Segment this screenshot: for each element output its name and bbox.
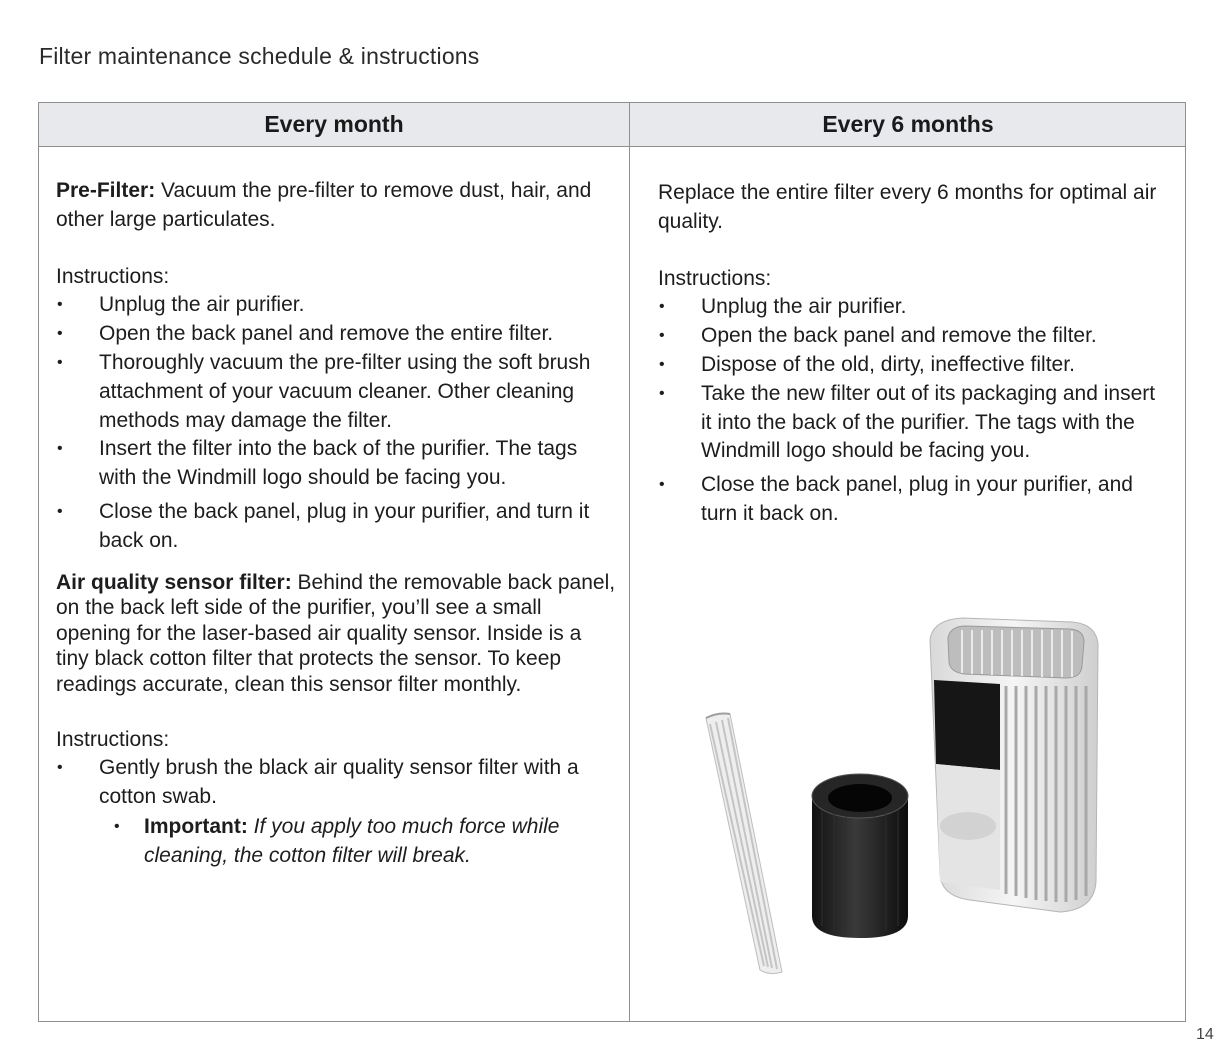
list-item xyxy=(56,754,616,870)
prefilter-paragraph xyxy=(56,177,616,235)
sensor-sub-list xyxy=(99,813,616,871)
six-months-steps-list xyxy=(658,293,1168,528)
list-item: • Thoroughly vacuum the pre-filter using the soft brush attachment of your vacuum cleaner. Other cleaning methods may damage the filter. xyxy=(56,349,616,435)
list-item: • Open the back panel and remove the entire filter. xyxy=(56,320,616,349)
page-number: 14 xyxy=(1196,1026,1214,1043)
page-title: Filter maintenance schedule & instructions xyxy=(39,43,480,69)
air-purifier-illustration xyxy=(700,600,1120,980)
purifier-body-icon xyxy=(930,618,1098,912)
six-months-instructions-label: Instructions: xyxy=(658,266,772,290)
column-header-six-months: Every 6 months xyxy=(822,111,994,137)
sensor-instructions-label: Instructions: xyxy=(56,727,170,751)
list-item: • Insert the filter into the back of the purifier. The tags with the Windmill logo should be facing you. xyxy=(56,435,616,493)
six-months-column xyxy=(658,179,1168,529)
list-item: • Unplug the air purifier. xyxy=(56,291,616,320)
prefilter-text: Vacuum the pre-filter to remove dust, hair, and other large particulates. xyxy=(56,179,592,231)
cylinder-filter-icon xyxy=(812,774,908,938)
list-item: • Dispose of the old, dirty, ineffective filter. xyxy=(658,351,1168,380)
monthly-steps-list xyxy=(56,291,616,555)
sensor-filter-paragraph xyxy=(56,570,616,698)
list-item: • Open the back panel and remove the filter. xyxy=(658,322,1168,351)
list-item: • Close the back panel, plug in your purifier, and turn it back on. xyxy=(658,471,1168,529)
back-panel-icon xyxy=(706,714,782,974)
important-text: If you apply too much force while cleaning, the cotton filter will break. xyxy=(144,814,560,867)
monthly-instructions-label: Instructions: xyxy=(56,264,170,288)
prefilter-label: Pre-Filter: xyxy=(56,179,156,202)
list-item: • Unplug the air purifier. xyxy=(658,293,1168,322)
monthly-column xyxy=(56,177,616,871)
list-item: • Close the back panel, plug in your purifier, and turn it back on. xyxy=(56,498,616,556)
sensor-step-text: Gently brush the black air quality sensor filter with a cotton swab. xyxy=(99,756,579,809)
table-header-row xyxy=(39,103,1185,147)
sensor-steps-list xyxy=(56,754,616,870)
sensor-filter-label: Air quality sensor filter: xyxy=(56,570,292,594)
important-label: Important: xyxy=(144,814,248,838)
list-item: • Take the new filter out of its packaging and insert it into the back of the purifier. The tags with the Windmill logo should be facing you. xyxy=(658,380,1168,466)
sensor-filter-text: Behind the removable back panel, on the back left side of the purifier, you’ll see a small opening for the laser-based air quality sensor. Inside is a tiny black cotton filter that protects the sensor. To keep readings accurate, clean this sensor filter monthly. xyxy=(56,570,616,696)
column-divider xyxy=(629,103,630,1021)
replace-intro: Replace the entire filter every 6 months for optimal air quality. xyxy=(658,181,1157,233)
important-note xyxy=(99,813,616,871)
column-header-monthly: Every month xyxy=(264,111,404,137)
